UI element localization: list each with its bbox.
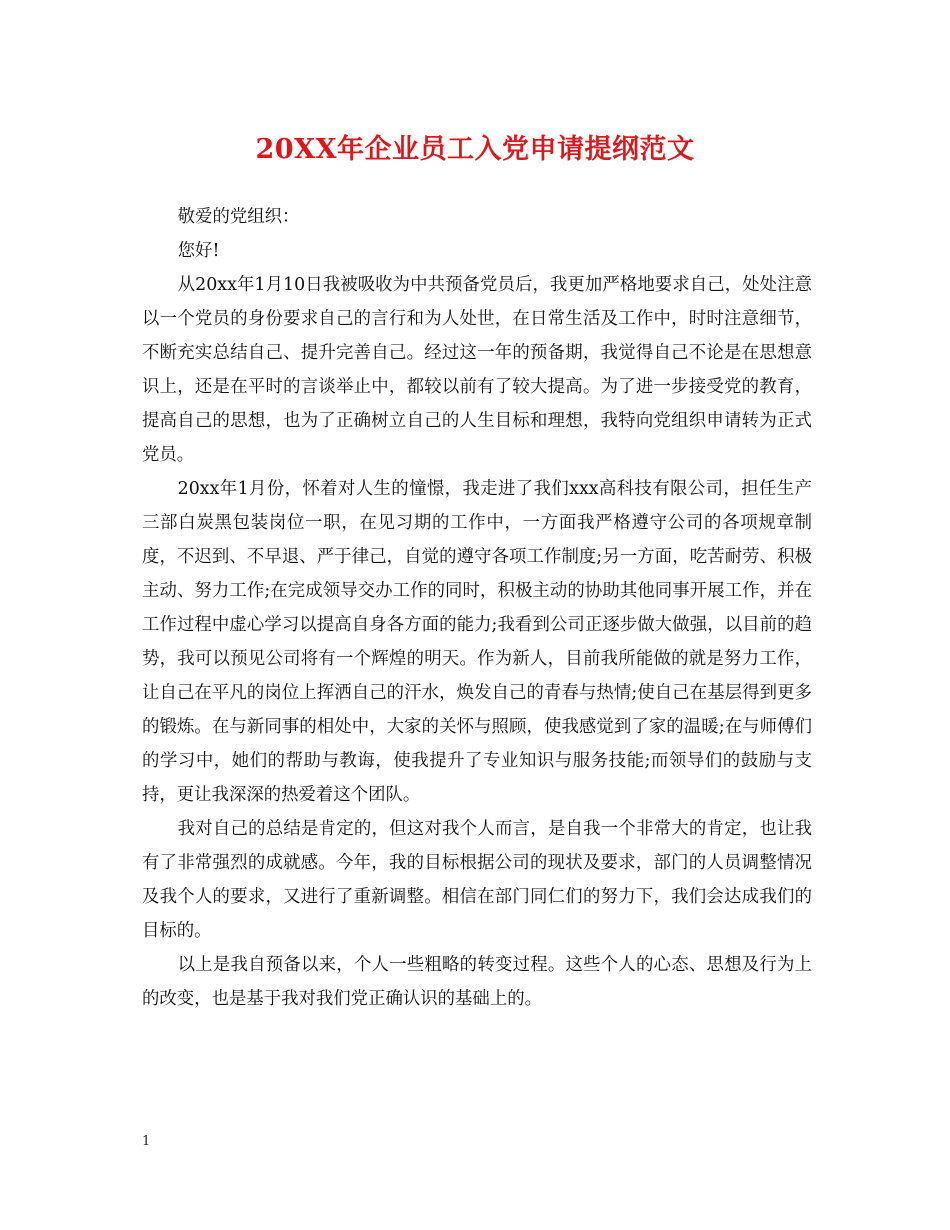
paragraph-1: 从20xx年1月10日我被吸收为中共预备党员后，我更加严格地要求自己，处处注意以一个党员的身份要求自己的言行和为人处世，在日常生活及工作中，时时注意细节，不断充实总结自己、提升完善自己。经过这一年的预备期，我觉得自己不论是在思想意识上，还是在平时的言谈举止中，都较以前有了较大提高。为了进一步接受党的教育，提高自己的思想，也为了正确树立自己的人生目标和理想，我特向党组织申请转为正式党员。 [142,275,812,465]
salutation: 敬爱的党组织： [177,207,300,227]
paragraph-3: 我对自己的总结是肯定的，但这对我个人而言，是自我一个非常大的肯定，也让我有了非常强烈的成就感。今年，我的目标根据公司的现状及要求，部门的人员调整情况及我个人的要求，又进行了重新调整。相信在部门同仁们的努力下，我们会达成我们的目标的。 [142,819,812,941]
paragraph-2: 20xx年1月份，怀着对人生的憧憬，我走进了我们xxx高科技有限公司，担任生产三部白炭黑包装岗位一职，在见习期的工作中，一方面我严格遵守公司的各项规章制度，不迟到、不早退、严于律己，自觉的遵守各项工作制度;另一方面，吃苦耐劳、积极主动、努力工作;在完成领导交办工作的同时，积极主动的协助其他同事开展工作，并在工作过程中虚心学习以提高自身各方面的能力;我看到公司正逐步做大做强，以目前的趋势，我可以预见公司将有一个辉煌的明天。作为新人，目前我所能做的就是努力工作，让自己在平凡的岗位上挥洒自己的汗水，焕发自己的青春与热情;使自己在基层得到更多的锻炼。在与新同事的相处中，大家的关怀与照顾，使我感觉到了家的温暖;在与师傅们的学习中，她们的帮助与教诲，使我提升了专业知识与服务技能;而领导们的鼓励与支持，更让我深深的热爱着这个团队。 [142,479,812,805]
page-number: 1 [142,1134,151,1149]
document-title: 20XX年企业员工入党申请提纲范文 [255,134,695,165]
paragraph-4: 以上是我自预备以来，个人一些粗略的转变过程。这些个人的心态、思想及行为上的改变，也是基于我对我们党正确认识的基础上的。 [142,955,812,1009]
document-body [142,200,812,1016]
greeting: 您好! [177,241,220,261]
